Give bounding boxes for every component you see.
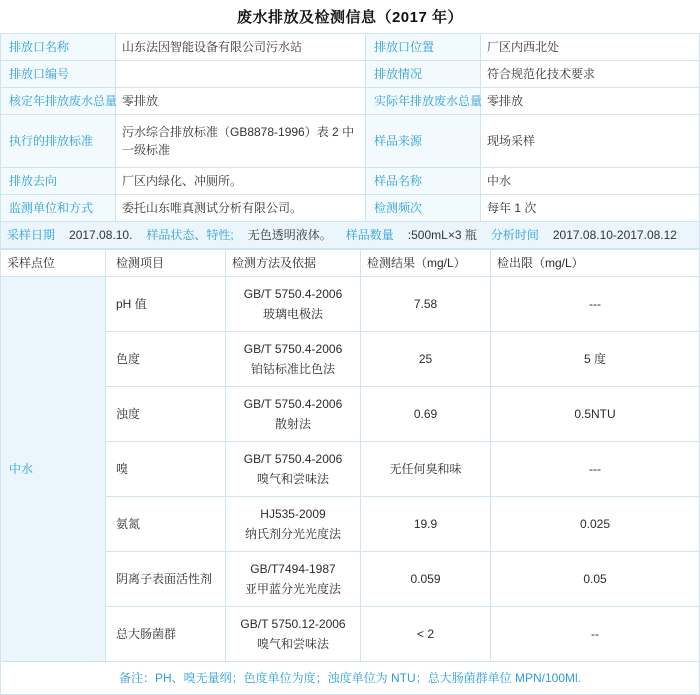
column-header-method: 检测方法及依据: [226, 250, 361, 277]
test-method-name: 铂钴标准比色法: [250, 362, 335, 376]
test-item: 总大肠菌群: [106, 607, 226, 662]
test-method-name: 嗅气和尝味法: [256, 637, 329, 651]
test-method: [226, 552, 361, 607]
test-method: [226, 497, 361, 552]
row-label-discharge-status: 排放情况: [366, 61, 481, 88]
row-label-outlet-code: 排放口编号: [1, 61, 116, 88]
analysis-time-value: 2017.08.10-2017.08.12: [552, 228, 677, 242]
test-item: 嗅: [106, 442, 226, 497]
test-limit: 5 度: [491, 332, 700, 387]
row-value-approved-total: 零排放: [116, 88, 366, 115]
test-method-standard: GB/T 5750.4-2006: [243, 341, 343, 356]
table-row: [1, 168, 700, 195]
table-row: [1, 552, 700, 607]
analysis-time-label: 分析时间: [490, 228, 539, 242]
test-limit: ---: [491, 277, 700, 332]
row-value-outlet-code: [116, 61, 366, 88]
row-label-destination: 排放去向: [1, 168, 116, 195]
table-row: [1, 34, 700, 61]
test-result: < 2: [361, 607, 491, 662]
test-method-standard: GB/T 5750.4-2006: [243, 451, 343, 466]
test-method-standard: GB/T 5750.12-2006: [240, 616, 346, 631]
column-header-item: 检测项目: [106, 250, 226, 277]
table-row: [1, 332, 700, 387]
sample-date-value: 2017.08.10.: [69, 228, 133, 242]
sampling-band-row: [1, 222, 700, 249]
test-limit: ---: [491, 442, 700, 497]
table-row: [1, 497, 700, 552]
info-section: [1, 34, 700, 249]
row-label-frequency: 检测频次: [366, 195, 481, 222]
test-result: 19.9: [361, 497, 491, 552]
test-result: 0.059: [361, 552, 491, 607]
test-results-table: [0, 249, 700, 695]
table-row: [1, 387, 700, 442]
test-method: [226, 607, 361, 662]
table-row: [1, 61, 700, 88]
sampling-band: [1, 222, 700, 249]
sample-state-value: 无色透明液体。: [247, 228, 332, 242]
row-value-discharge-status: 符合规范化技术要求: [481, 61, 700, 88]
row-value-outlet-location: 厂区内西北处: [481, 34, 700, 61]
test-method-standard: HJ535-2009: [260, 506, 326, 521]
test-method-name: 散射法: [274, 417, 311, 431]
test-result: 7.58: [361, 277, 491, 332]
test-result: 无任何臭和味: [361, 442, 491, 497]
table-row: [1, 195, 700, 222]
test-item: 浊度: [106, 387, 226, 442]
test-method-standard: GB/T 5750.4-2006: [243, 286, 343, 301]
table-header-row: [1, 250, 700, 277]
test-item: pH 值: [106, 277, 226, 332]
table-row: [1, 88, 700, 115]
test-result: 0.69: [361, 387, 491, 442]
row-label-standard: 执行的排放标准: [1, 115, 116, 168]
row-label-approved-total: 核定年排放废水总量: [1, 88, 116, 115]
row-value-frequency: 每年 1 次: [481, 195, 700, 222]
test-limit: 0.05: [491, 552, 700, 607]
test-item: 阴离子表面活性剂: [106, 552, 226, 607]
row-label-monitoring-unit: 监测单位和方式: [1, 195, 116, 222]
test-method-name: 玻璃电极法: [262, 307, 323, 321]
test-limit: --: [491, 607, 700, 662]
sample-qty-value: :500mL×3 瓶: [407, 228, 477, 242]
test-method: [226, 387, 361, 442]
test-method: [226, 332, 361, 387]
test-item: 色度: [106, 332, 226, 387]
test-method: [226, 277, 361, 332]
test-method-standard: GB/T7494-1987: [250, 561, 336, 576]
page-title: 废水排放及检测信息（2017 年）: [236, 9, 464, 26]
sample-state-label: 样品状态、特性;: [146, 228, 234, 242]
test-item: 氨氮: [106, 497, 226, 552]
column-header-result: 检测结果（mg/L）: [361, 250, 491, 277]
note-row: [1, 662, 700, 695]
column-header-point: 采样点位: [1, 250, 106, 277]
test-method: [226, 442, 361, 497]
row-value-sample-source: 现场采样: [481, 115, 700, 168]
sampling-point-cell: 中水: [1, 277, 106, 662]
row-value-destination: 厂区内绿化、冲厕所。: [116, 168, 366, 195]
row-value-monitoring-unit: 委托山东唯真测试分析有限公司。: [116, 195, 366, 222]
test-result: 25: [361, 332, 491, 387]
test-method-name: 嗅气和尝味法: [256, 472, 329, 486]
sample-qty-label: 样品数量: [345, 228, 394, 242]
row-label-outlet-name: 排放口名称: [1, 34, 116, 61]
column-header-limit: 检出限（mg/L）: [491, 250, 700, 277]
test-method-name: 亚甲蓝分光光度法: [244, 582, 341, 596]
table-row: [1, 115, 700, 168]
row-value-standard: 污水综合排放标准（GB8878-1996）表 2 中一级标准: [116, 115, 366, 168]
row-value-sample-name: 中水: [481, 168, 700, 195]
test-method-standard: GB/T 5750.4-2006: [243, 396, 343, 411]
row-label-actual-total: 实际年排放废水总量: [366, 88, 481, 115]
table-row: [1, 607, 700, 662]
table-row: [1, 442, 700, 497]
row-label-sample-name: 样品名称: [366, 168, 481, 195]
row-label-outlet-location: 排放口位置: [366, 34, 481, 61]
row-value-actual-total: 零排放: [481, 88, 700, 115]
row-value-outlet-name: 山东法因智能设备有限公司污水站: [116, 34, 366, 61]
table-row: [1, 277, 700, 332]
test-method-name: 纳氏剂分光光度法: [244, 527, 341, 541]
waste-water-info-table: [0, 33, 700, 249]
test-limit: 0.5NTU: [491, 387, 700, 442]
row-label-sample-source: 样品来源: [366, 115, 481, 168]
sample-date-label: 采样日期: [7, 228, 56, 242]
test-limit: 0.025: [491, 497, 700, 552]
table-note: 备注：PH、嗅无量纲；色度单位为度；浊度单位为 NTU；总大肠菌群单位 MPN/100Ml.: [1, 662, 700, 695]
